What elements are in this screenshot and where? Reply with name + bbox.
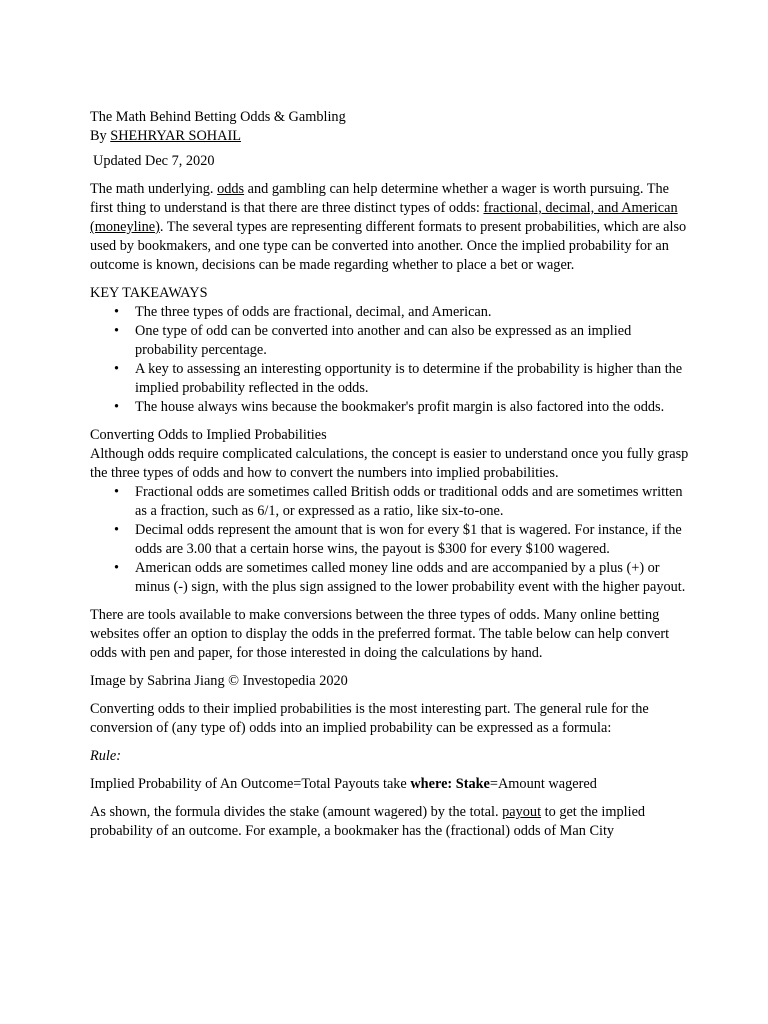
list-item: • The three types of odds are fractional, decimal, and American. bbox=[90, 303, 690, 322]
list-item: • One type of odd can be converted into another and can also be expressed as an implied probability percentage. bbox=[90, 322, 690, 360]
odds-types-list bbox=[90, 483, 690, 597]
list-item: • Decimal odds represent the amount that is won for every $1 that is wagered. For instance, if the odds are 3.00 that a certain horse wins, the payout is $300 for every $100 wagered. bbox=[90, 521, 690, 559]
list-item: • Fractional odds are sometimes called British odds or traditional odds and are sometimes written as a fraction, such as 6/1, or expressed as a ratio, like six-to-one. bbox=[90, 483, 690, 521]
key-takeaways-list bbox=[90, 303, 690, 417]
section-intro: Although odds require complicated calculations, the concept is easier to understand once you fully grasp the three types of odds and how to convert the numbers into implied probabilities. bbox=[90, 446, 689, 481]
intro-text-3: . The several types are representing different formats to present probabilities, which are also used by bookmakers, and one type can be converted into another. Once the implied probability for an outcome is known, decisions can be made regarding whether to place a bet or wager. bbox=[90, 219, 687, 273]
byline bbox=[90, 127, 690, 146]
payout-link[interactable]: payout bbox=[502, 804, 542, 820]
list-item: • American odds are sometimes called money line odds and are accompanied by a plus (+) or minus (-) sign, with the plus sign assigned to the lower probability event with the higher payout. bbox=[90, 559, 690, 597]
updated-date: Updated Dec 7, 2020 bbox=[93, 153, 215, 169]
odds-link[interactable]: odds bbox=[217, 181, 245, 197]
document-page bbox=[90, 108, 690, 841]
list-item: • A key to assessing an interesting opportunity is to determine if the probability is higher than the implied probability reflected in the odds. bbox=[90, 360, 690, 398]
conversion-paragraph: Converting odds to their implied probabilities is the most interesting part. The general rule for the conversion of (any type of) odds into an implied probability can be expressed as a formula: bbox=[90, 701, 649, 736]
intro-text-2: and gambling can help determine whether a wager is worth pursuing. The first thing to understand is that there are three distinct types of odds: bbox=[90, 181, 670, 216]
formula-line bbox=[90, 775, 690, 794]
closing-text-2: to get the implied probability of an outcome. For example, a bookmaker has the (fractional) odds of Man City bbox=[90, 804, 646, 839]
list-item: • The house always wins because the bookmaker's profit margin is also factored into the odds. bbox=[90, 398, 690, 417]
section-heading: Converting Odds to Implied Probabilities bbox=[90, 427, 327, 443]
image-credit: Image by Sabrina Jiang © Investopedia 2020 bbox=[90, 673, 348, 689]
byline-prefix: By bbox=[90, 128, 111, 144]
article-title: The Math Behind Betting Odds & Gambling bbox=[90, 109, 346, 125]
tools-paragraph: There are tools available to make conversions between the three types of odds. Many online betting websites offer an option to display the odds in the preferred format. The table below can help convert odds with pen and paper, for those interested in doing the calculations by hand. bbox=[90, 607, 670, 661]
key-takeaways-heading: KEY TAKEAWAYS bbox=[90, 285, 208, 301]
closing-paragraph bbox=[90, 803, 690, 841]
closing-text-1: As shown, the formula divides the stake (amount wagered) by the total. bbox=[90, 804, 503, 820]
rule-label-text: Rule: bbox=[90, 748, 121, 764]
formula-text-1: Implied Probability of An Outcome=Total Payouts take bbox=[90, 776, 411, 792]
odds-types-link[interactable]: fractional, decimal, and American (moneyline) bbox=[90, 200, 678, 235]
formula-bold: where: Stake bbox=[410, 776, 490, 792]
author-link[interactable]: SHEHRYAR SOHAIL bbox=[110, 128, 241, 144]
rule-label bbox=[90, 747, 690, 766]
intro-paragraph bbox=[90, 180, 690, 275]
formula-text-2: =Amount wagered bbox=[489, 776, 597, 792]
intro-text-1: The math underlying. bbox=[90, 181, 218, 197]
